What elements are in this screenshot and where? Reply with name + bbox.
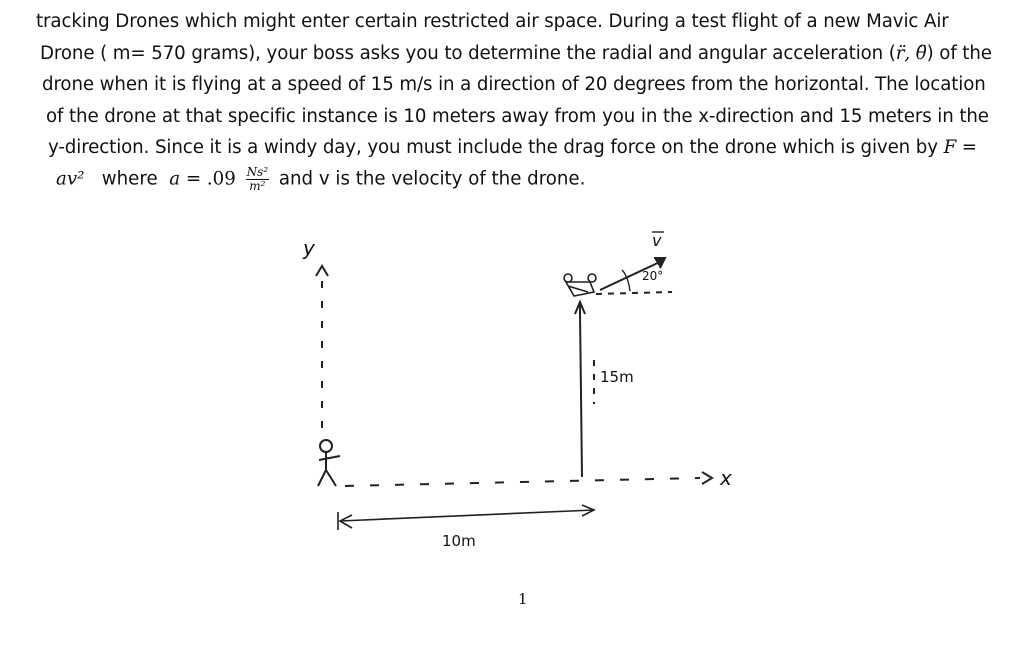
where-text: where bbox=[90, 168, 164, 190]
units-denominator: m² bbox=[249, 179, 266, 193]
y-axis bbox=[316, 266, 328, 428]
problem-line-1: tracking Drones which might enter certain restricted air space. During a test flight of a new Mavic Air bbox=[36, 11, 949, 32]
distance-y-line bbox=[575, 302, 594, 477]
drag-formula: av² bbox=[56, 168, 85, 190]
coefficient-symbol: a = bbox=[169, 168, 207, 190]
distance-x-dimension bbox=[338, 505, 594, 530]
problem-line-5-text: y-direction. Since it is a windy day, you must include the drag force on the drone which is given by bbox=[48, 137, 944, 158]
problem-line-3: drone when it is flying at a speed of 15 m/s in a direction of 20 degrees from the horizontal. The location bbox=[42, 74, 986, 95]
drag-force-symbol: F = bbox=[943, 137, 977, 158]
drone-icon bbox=[564, 274, 596, 296]
problem-line-4: of the drone at that specific instance is 10 meters away from you in the x-direction and 15 meters in the bbox=[46, 105, 989, 127]
person-icon bbox=[318, 440, 340, 486]
coefficient-value: .09 bbox=[206, 168, 236, 190]
y-axis-label: y bbox=[303, 236, 315, 260]
problem-line-2-end: ) of the bbox=[926, 42, 992, 64]
acceleration-symbols: r̈, θ̈ bbox=[895, 42, 927, 64]
velocity-label: v bbox=[652, 231, 662, 250]
units-numerator: Ns² bbox=[246, 165, 269, 179]
page-number: 1 bbox=[518, 590, 528, 608]
velocity-definition: and v is the velocity of the drone. bbox=[278, 168, 586, 190]
x-axis bbox=[345, 472, 712, 486]
angle-label: 20° bbox=[642, 269, 664, 283]
x-axis-label: x bbox=[720, 466, 732, 490]
distance-y-label: 15m bbox=[600, 368, 634, 386]
distance-x-label: 10m bbox=[442, 532, 476, 550]
problem-line-2-start: Drone ( m= 570 grams), your boss asks you to determine the radial and angular acceleration ( bbox=[40, 42, 896, 64]
